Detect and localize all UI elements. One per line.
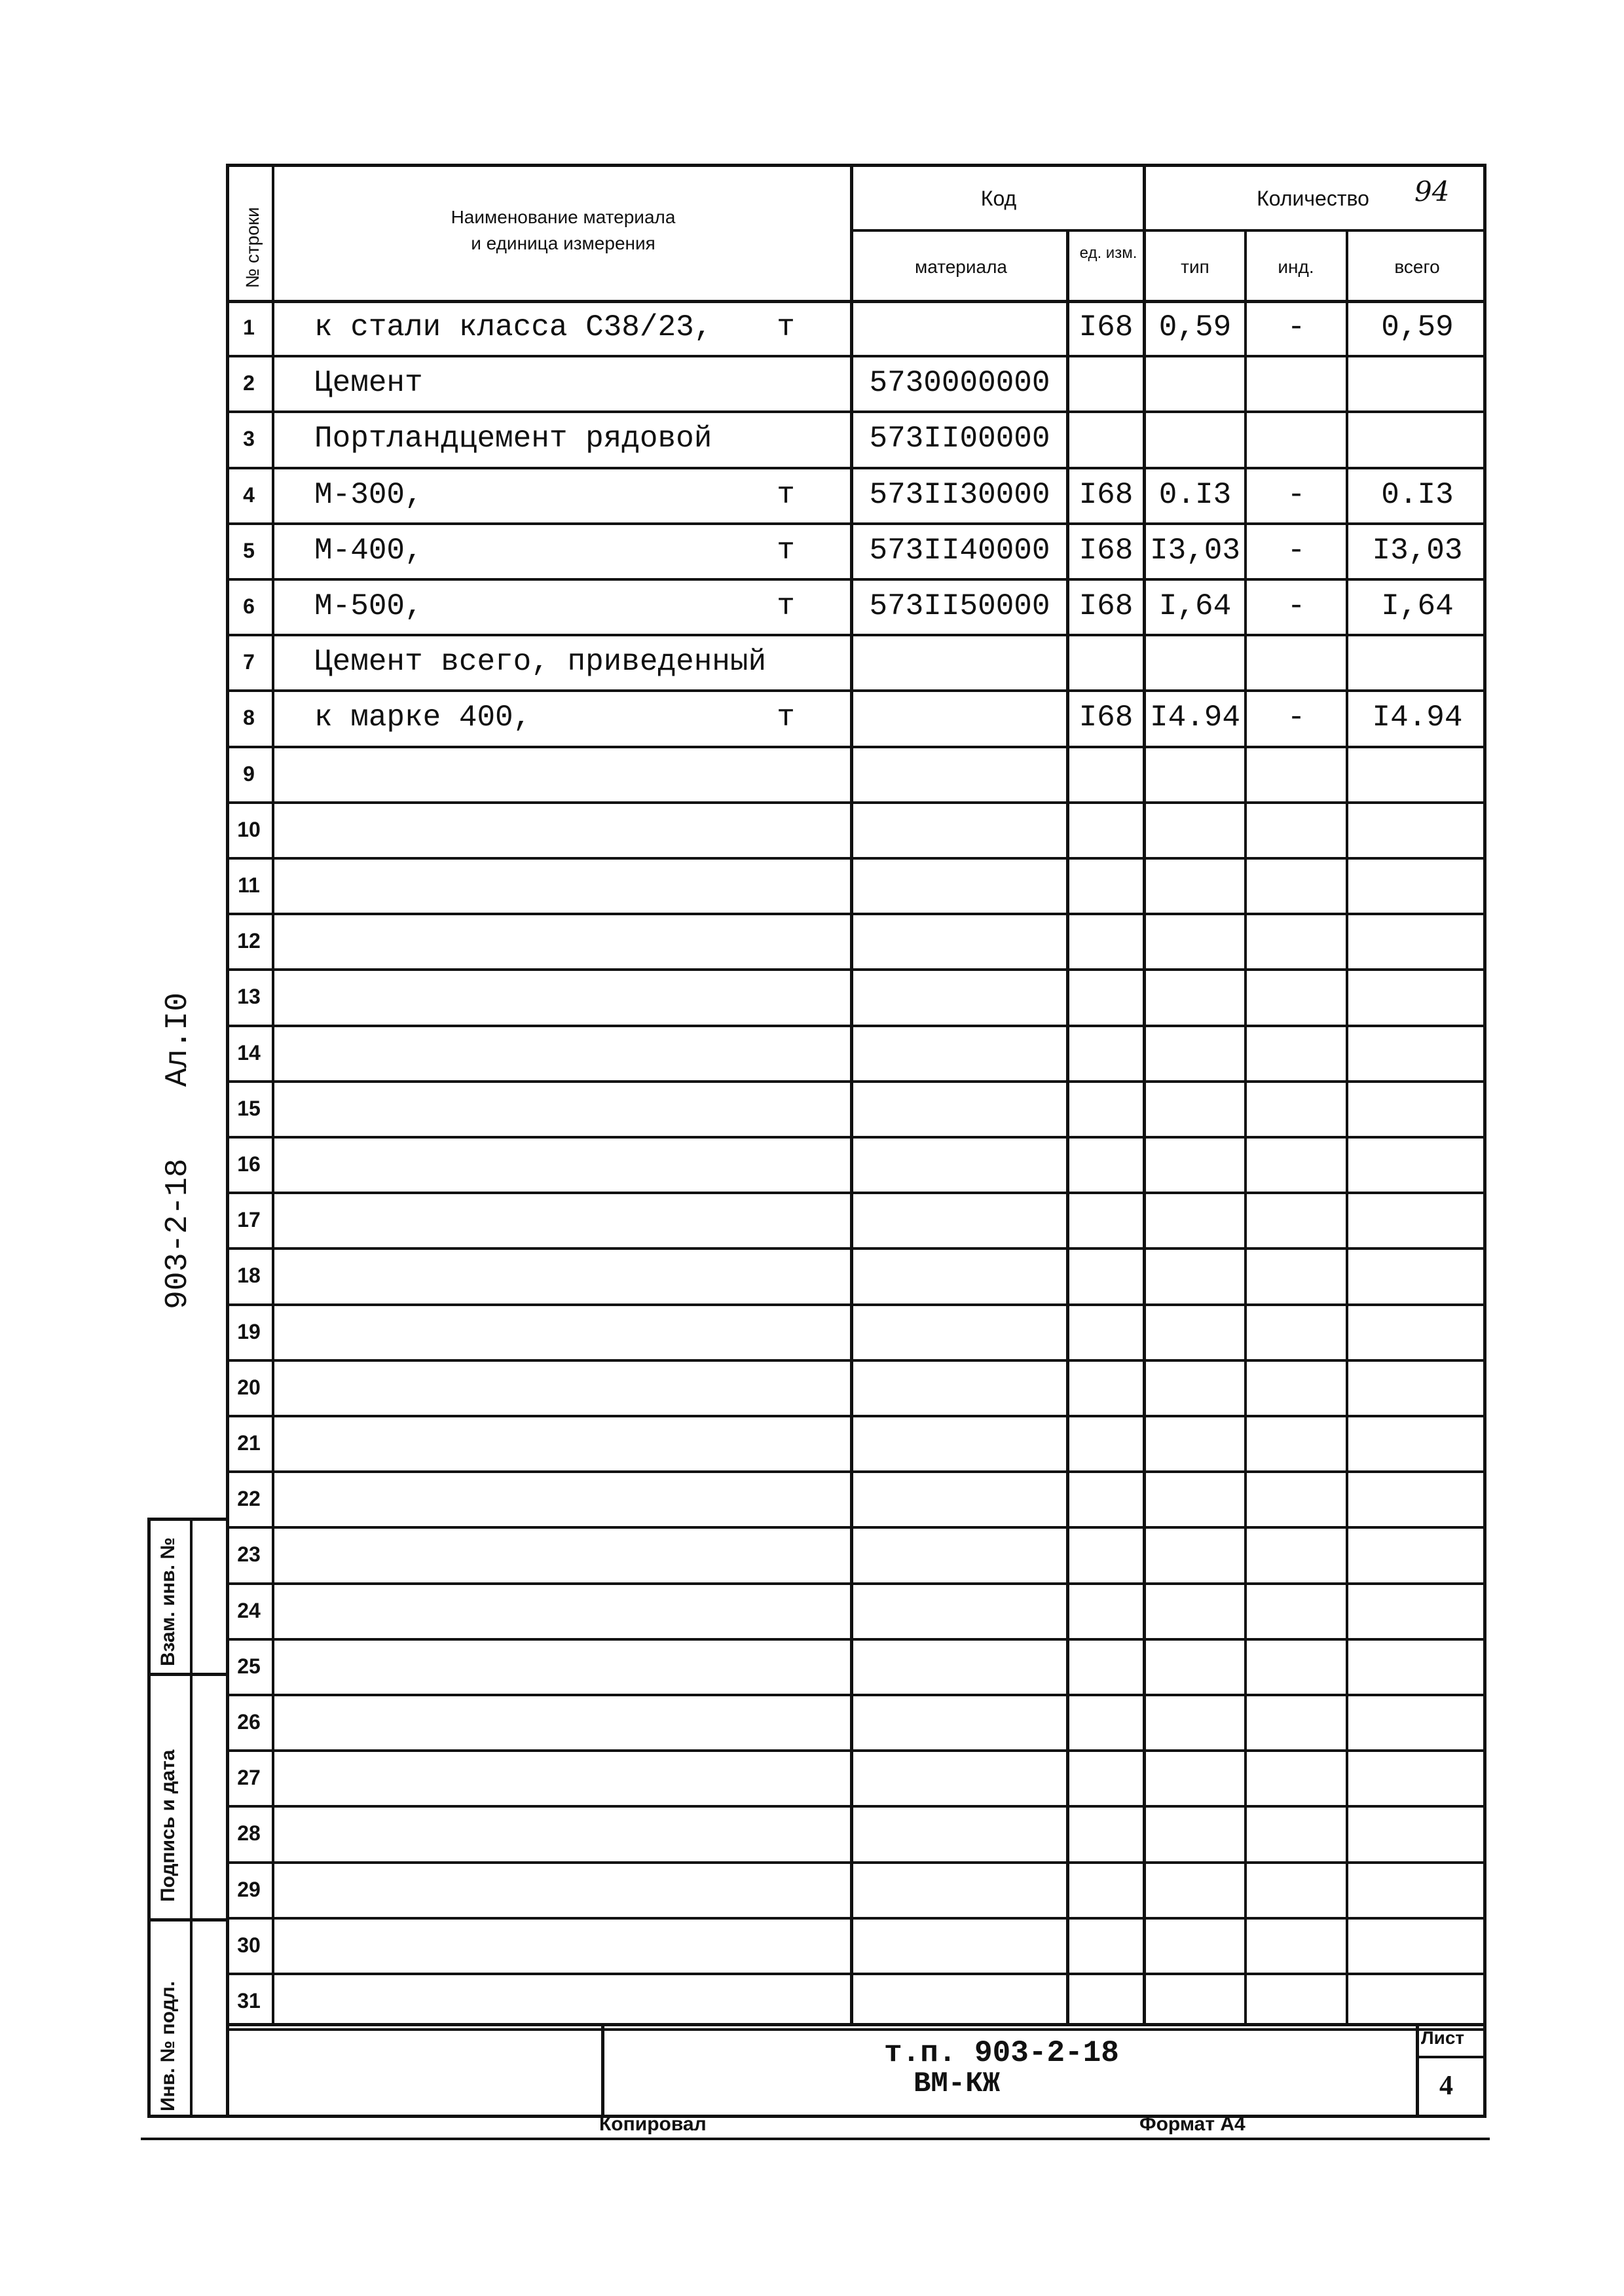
cell-total: I3,03	[1372, 534, 1463, 568]
row-number: 30	[237, 1933, 261, 1957]
row-number: 31	[237, 1989, 261, 2013]
row-number: 12	[237, 929, 261, 953]
cell-code: 573II40000	[869, 534, 1050, 568]
cell-ind: -	[1287, 478, 1306, 512]
row-number: 20	[237, 1376, 261, 1399]
row-separator	[226, 857, 1486, 860]
stamp-podpis: Подпись и дата	[157, 1749, 179, 1902]
row-number: 26	[237, 1710, 261, 1734]
footer-copied: Копировал	[599, 2113, 707, 2135]
cell-unit: I68	[1079, 589, 1134, 623]
cell-total: 0,59	[1381, 310, 1454, 344]
header-material-code: материала	[915, 257, 1007, 277]
row-number: 22	[237, 1487, 261, 1510]
row-number: 17	[237, 1208, 261, 1231]
row-separator	[226, 467, 1486, 469]
row-separator	[226, 634, 1486, 636]
row-number: 11	[238, 873, 260, 897]
stamp-inv: Инв. № подл.	[157, 1980, 179, 2111]
cell-unit: I68	[1079, 534, 1134, 568]
cell-name: Портландцемент рядовой	[314, 422, 712, 456]
header-material-name: Наименование материала и единица измерения	[451, 207, 676, 253]
row-separator	[226, 1917, 1486, 1920]
row-number: 4	[243, 483, 255, 507]
row-separator	[226, 913, 1486, 915]
header-row-number: № строки	[242, 207, 263, 288]
cell-code: 573II00000	[869, 422, 1050, 456]
row-separator	[226, 1415, 1486, 1417]
cell-ind: -	[1287, 534, 1306, 568]
header-unit: ед. изм.	[1079, 244, 1137, 262]
row-number: 16	[237, 1152, 261, 1176]
row-number: 24	[237, 1599, 261, 1622]
handwritten-mark: 94	[1414, 175, 1450, 208]
row-number: 3	[243, 427, 255, 450]
row-separator	[226, 746, 1486, 748]
header-total: всего	[1394, 257, 1440, 277]
cell-code: 5730000000	[869, 366, 1050, 400]
row-number: 18	[237, 1264, 261, 1287]
cell-ind: -	[1287, 701, 1306, 735]
row-separator	[226, 689, 1486, 692]
row-separator	[226, 1526, 1486, 1529]
row-number: 23	[237, 1542, 261, 1566]
cell-typ: I4.94	[1149, 701, 1241, 735]
cell-u: т	[777, 589, 795, 623]
row-separator	[226, 968, 1486, 971]
row-number: 15	[237, 1097, 261, 1120]
sheet-box-divider	[1416, 2023, 1419, 2118]
row-number: 27	[237, 1766, 261, 1789]
cell-typ: I,64	[1158, 589, 1232, 623]
row-number: 25	[237, 1654, 261, 1678]
cell-ind: -	[1287, 589, 1306, 623]
title-block-divider	[601, 2023, 604, 2118]
cell-total: I4.94	[1372, 701, 1463, 735]
cell-typ: 0.I3	[1158, 478, 1232, 512]
row-number: 10	[237, 818, 261, 841]
row-separator	[226, 1694, 1486, 1696]
title-doc-mark: ВМ-КЖ	[913, 2068, 1001, 2100]
stamp-vzam: Взам. инв. №	[157, 1537, 179, 1666]
row-number: 7	[243, 650, 255, 674]
cell-u: т	[777, 701, 795, 735]
row-separator	[226, 1025, 1486, 1027]
row-separator	[226, 1470, 1486, 1473]
header-subline	[850, 229, 1486, 232]
row-separator	[226, 578, 1486, 581]
sheet-number: 4	[1439, 2071, 1453, 2101]
row-separator	[226, 1303, 1486, 1306]
footer-line	[141, 2138, 1490, 2140]
cell-name: Цемент всего, приведенный	[314, 645, 767, 679]
row-number: 6	[243, 594, 255, 618]
row-number: 29	[237, 1878, 261, 1901]
cell-name: к марке 400,	[314, 701, 532, 735]
cell-code: 573II30000	[869, 478, 1050, 512]
side-doc-code: 903-2-18	[160, 1158, 196, 1309]
row-separator	[226, 1136, 1486, 1139]
row-separator	[226, 355, 1486, 357]
cell-name: М-300,	[314, 478, 423, 512]
row-separator	[226, 1805, 1486, 1808]
title-block-top-line	[226, 2023, 1486, 2026]
cell-name: М-500,	[314, 589, 423, 623]
title-doc-number: т.п. 903-2-18	[884, 2036, 1119, 2070]
cell-typ: 0,59	[1158, 310, 1232, 344]
row-separator	[226, 1192, 1486, 1194]
row-separator	[226, 1973, 1486, 1975]
cell-u: т	[777, 534, 795, 568]
footer-format: Формат А4	[1139, 2113, 1246, 2135]
cell-total: 0.I3	[1381, 478, 1454, 512]
row-number: 8	[243, 706, 255, 729]
side-album: Ал.I0	[160, 992, 196, 1087]
row-separator	[226, 801, 1486, 804]
row-separator	[226, 1861, 1486, 1864]
row-number: 2	[243, 371, 255, 395]
sheet-box-line	[1416, 2056, 1486, 2058]
side-stamp-line-1	[147, 1673, 229, 1676]
cell-name: М-400,	[314, 534, 423, 568]
side-stamp-divider	[190, 1518, 193, 2118]
row-separator	[226, 1638, 1486, 1641]
cell-unit: I68	[1079, 478, 1134, 512]
col-divider-rownum	[272, 164, 274, 2026]
row-number: 13	[237, 985, 261, 1008]
row-separator	[226, 410, 1486, 413]
row-separator	[226, 1080, 1486, 1083]
cell-name: к стали класса С38/23,	[314, 310, 712, 344]
row-separator	[226, 522, 1486, 525]
row-number: 9	[243, 762, 255, 786]
row-separator	[226, 1749, 1486, 1752]
header-code: Код	[980, 187, 1017, 210]
table-frame	[226, 164, 1486, 2118]
row-separator	[226, 1247, 1486, 1250]
row-number: 1	[243, 316, 255, 339]
cell-code: 573II50000	[869, 589, 1050, 623]
col-divider-unit	[1143, 164, 1146, 2026]
header-bottom-line	[226, 300, 1486, 303]
row-separator	[226, 1582, 1486, 1585]
row-separator	[226, 2028, 1486, 2031]
header-ind: инд.	[1278, 257, 1314, 277]
side-stamp-line-2	[147, 1918, 229, 1922]
row-number: 5	[243, 539, 255, 562]
row-number: 28	[237, 1821, 261, 1845]
row-number: 21	[237, 1431, 261, 1455]
row-number: 14	[237, 1041, 261, 1065]
cell-u: т	[777, 310, 795, 344]
header-typ: тип	[1181, 257, 1209, 277]
cell-unit: I68	[1079, 701, 1134, 735]
cell-typ: I3,03	[1149, 534, 1241, 568]
header-quantity: Количество	[1257, 187, 1369, 210]
row-separator	[226, 1359, 1486, 1362]
cell-u: т	[777, 478, 795, 512]
sheet-label: Лист	[1421, 2028, 1465, 2048]
cell-unit: I68	[1079, 310, 1134, 344]
cell-total: I,64	[1381, 589, 1454, 623]
cell-name: Цемент	[314, 366, 423, 400]
cell-ind: -	[1287, 310, 1306, 344]
row-number: 19	[237, 1320, 261, 1343]
